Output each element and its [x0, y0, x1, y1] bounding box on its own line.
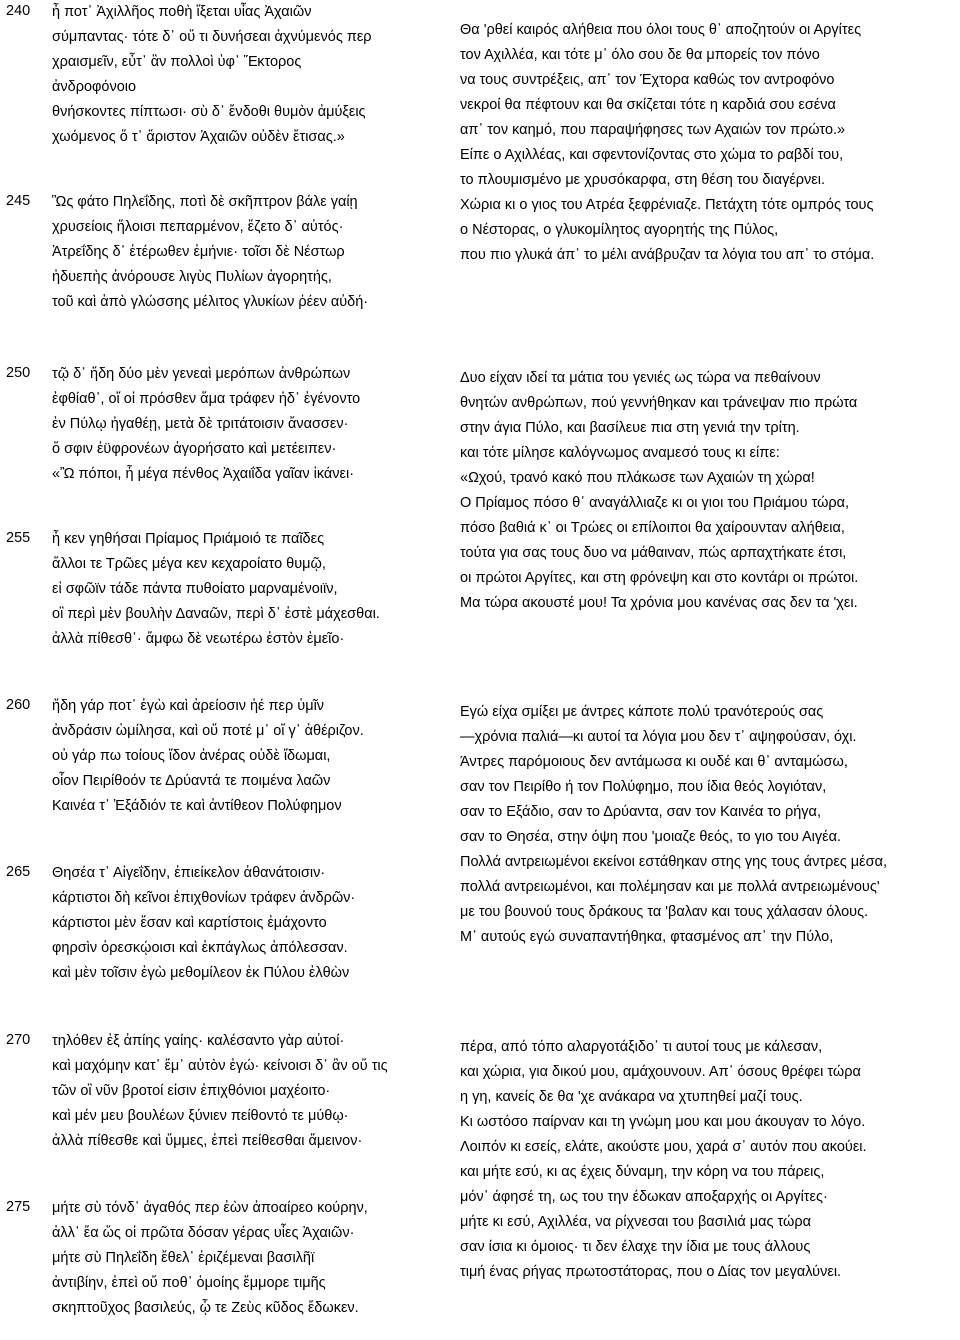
greek-line: ἦ κεν γηθήσαι Πρίαμος Πριάμοιό τε παῖδες: [52, 531, 325, 547]
ancient-greek-column: [52, 0, 452, 150]
modern-line: Μα τώρα ακουστέ μου! Τα χρόνια μου κανένας σας δεν τα 'χει.: [460, 595, 858, 611]
modern-line: σαν το Θησέα, στην όψη που 'μοιαζε θεός, το γιο του Αιγέα.: [460, 829, 842, 845]
greek-line: ἀνδράσιν ὡμίλησα, καὶ οὔ ποτέ μ᾽ οἵ γ᾽ ἀθέριζον.: [52, 723, 364, 739]
modern-line: νεκροί θα πέφτουν και θα σκίζεται τότε η καρδιά σου εσένα: [460, 97, 836, 113]
modern-line: με του βουνού τους δράκους τα 'βαλαν και τους χάλασαν όλους.: [460, 904, 869, 920]
greek-line: μήτε σὺ τόνδ᾽ ἀγαθός περ ἐὼν ἀποαίρεο κούρην,: [52, 1200, 368, 1216]
modern-line: τον Αχιλλέα, και τότε μ᾽ όλο σου δε θα μπορείς τον πόνο: [460, 47, 820, 63]
greek-line: φηρσὶν ὀρεσκῴοισι καὶ ἐκπάγλως ἀπόλεσσαν.: [52, 940, 348, 956]
greek-line: μήτε σὺ Πηλεΐδη ἔθελ᾽ ἐριζέμεναι βασιλῆϊ: [52, 1250, 315, 1266]
greek-line: ὅ σφιν ἐϋφρονέων ἀγορήσατο καὶ μετέειπεν·: [52, 441, 337, 457]
modern-line: Ο Πρίαμος πόσο θ᾽ αναγάλλιαζε κι οι γιοι του Πριάμου τώρα,: [460, 495, 850, 511]
greek-line: ἡδυεπὴς ἀνόρουσε λιγὺς Πυλίων ἀγορητής,: [52, 269, 332, 285]
modern-line: Δυο είχαν ιδεί τα μάτια του γενιές ως τώρα να πεθαίνουν: [460, 370, 821, 386]
line-number: 265: [6, 864, 31, 880]
greek-line: Ὣς φάτο Πηλεΐδης, ποτὶ δὲ σκῆπτρον βάλε γαίῃ: [52, 194, 358, 210]
modern-line: και μήτε εσύ, κι ας έχεις δύναμη, την κόρη να του πάρεις,: [460, 1164, 825, 1180]
modern-line: Κι ωστόσο παίρναν και τη γνώμη μου και μου άκουγαν το λόγο.: [460, 1114, 866, 1130]
modern-line: —χρόνια παλιά—κι αυτοί τα λόγια μου δεν τ᾽ αψηφούσαν, όχι.: [460, 729, 857, 745]
modern-line: πέρα, από τόπο αλαργοτάξιδο᾽ τι αυτοί τους με κάλεσαν,: [460, 1039, 823, 1055]
modern-greek-column: [460, 366, 950, 616]
greek-line: κάρτιστοι δὴ κεῖνοι ἐπιχθονίων τράφεν ἀνδρῶν·: [52, 890, 356, 906]
ancient-greek-column: [52, 694, 452, 819]
modern-line: μόν᾽ άφησέ τη, ως του την έδωκαν αποξαρχής οι Αργίτες·: [460, 1189, 828, 1205]
greek-line: Ἀτρεΐδης δ᾽ ἑτέρωθεν ἐμήνιε· τοῖσι δὲ Νέστωρ: [52, 244, 345, 260]
greek-line: οἳ περὶ μὲν βουλὴν Δαναῶν, περὶ δ᾽ ἐστὲ μάχεσθαι.: [52, 606, 380, 622]
greek-line: καὶ μαχόμην κατ᾽ ἔμ᾽ αὐτὸν ἐγώ· κείνοισι δ᾽ ἂν οὔ τις: [52, 1058, 388, 1074]
greek-line: σύμπαντας· τότε δ᾽ οὔ τι δυνήσεαι ἀχνύμενός περ: [52, 29, 372, 45]
line-number: 240: [6, 3, 31, 19]
modern-line: το πλουμισμένο με χρυσόκαρφα, στη θέση του διαγέρνει.: [460, 172, 826, 188]
modern-line: Χώρια κι ο γιος του Ατρέα ξεφρένιαζε. Πετάχτη τότε ομπρός τους: [460, 197, 874, 213]
modern-line: στην άγια Πύλο, και βασίλευε πια στη γενιά την τρίτη.: [460, 420, 800, 436]
greek-line: χραισμεῖν, εὖτ᾽ ἂν πολλοὶ ὑφ᾽ Ἕκτορος: [52, 54, 302, 70]
ancient-greek-column: [52, 1029, 452, 1154]
ancient-greek-column: [52, 861, 452, 986]
modern-line: Άντρες παρόμοιους δεν αντάμωσα κι ουδέ και θ᾽ ανταμώσω,: [460, 754, 848, 770]
line-number: 255: [6, 530, 31, 546]
modern-line: Θα 'ρθεί καιρός αλήθεια που όλοι τους θ᾽ αποζητούν οι Αργίτες: [460, 22, 862, 38]
greek-line: τηλόθεν ἐξ ἀπίης γαίης· καλέσαντο γὰρ αὐτοί·: [52, 1033, 345, 1049]
modern-line: που πιο γλυκά άπ᾽ το μέλι ανάβρυζαν τα λόγια του απ᾽ το στόμα.: [460, 247, 875, 263]
greek-line: εἰ σφῶϊν τάδε πάντα πυθοίατο μαρναμένοιϊν,: [52, 581, 338, 597]
greek-line: οἷον Πειρίθοόν τε Δρύαντά τε ποιμένα λαῶν: [52, 773, 331, 789]
modern-line: τούτα για σας τους δυο να μάθαιναν, πώς αρπαχτήκατε έτσι,: [460, 545, 847, 561]
greek-line: καὶ μὲν τοῖσιν ἐγὼ μεθομίλεον ἐκ Πύλου ἐλθὼν: [52, 965, 350, 981]
line-number: 270: [6, 1032, 31, 1048]
greek-line: «Ὢ πόποι, ἦ μέγα πένθος Ἀχαιΐδα γαῖαν ἱκάνει·: [52, 466, 355, 482]
modern-line: και χώρια, για δικού μου, αμάχουνουν. Απ᾽ όσους θρέφει τώρα: [460, 1064, 861, 1080]
greek-line: Θησέα τ᾽ Αἰγεΐδην, ἐπιείκελον ἀθανάτοισιν·: [52, 865, 326, 881]
greek-line: τῷ δ᾽ ἤδη δύο μὲν γενεαὶ μερόπων ἀνθρώπων: [52, 366, 351, 382]
greek-line: ἄλλοι τε Τρῶες μέγα κεν κεχαροίατο θυμῷ,: [52, 556, 326, 572]
ancient-greek-column: [52, 190, 452, 315]
modern-line: η γη, κανείς δε θα 'χε ανάκαρα να χτυπηθεί μαζί τους.: [460, 1089, 803, 1105]
greek-line: ἀλλὰ πίθεσθ᾽· ἄμφω δὲ νεωτέρω ἐστὸν ἐμεῖο·: [52, 631, 345, 647]
modern-line: οι πρώτοι Αργίτες, και στη φρόνεψη και στο κοντάρι οι πρώτοι.: [460, 570, 859, 586]
greek-line: χρυσείοις ἥλοισι πεπαρμένον, ἕζετο δ᾽ αὐτός·: [52, 219, 344, 235]
modern-line: Πολλά αντρειωμένοι εκείνοι εστάθηκαν στης γης τους άντρες μέσα,: [460, 854, 887, 870]
modern-line: Είπε ο Αχιλλέας, και σφεντονίζοντας στο χώμα το ραβδί του,: [460, 147, 844, 163]
modern-line: μήτε κι εσύ, Αχιλλέα, να ρίχνεσαι του βασιλιά μας τώρα: [460, 1214, 811, 1230]
greek-line: Καινέα τ᾽ Ἐξάδιόν τε καὶ ἀντίθεον Πολύφημον: [52, 798, 342, 814]
line-number: 275: [6, 1199, 31, 1215]
greek-line: ἀλλὰ πίθεσθε καὶ ὔμμες, ἐπεὶ πείθεσθαι ἄμεινον·: [52, 1133, 363, 1149]
greek-line: ἀνδροφόνοιο: [52, 79, 137, 95]
modern-line: θνητών ανθρώπων, πού γεννήθηκαν και τράνεψαν πιο πρώτα: [460, 395, 858, 411]
ancient-greek-column: [52, 362, 452, 487]
modern-line: σαν ίσια κι όμοιος· τι δεν έλαχε την ίδια με τους άλλους: [460, 1239, 811, 1255]
greek-line: ἦ ποτ᾽ Ἀχιλλῆος ποθὴ ἵξεται υἷας Ἀχαιῶν: [52, 4, 312, 20]
greek-line: ἀντιβίην, ἐπεὶ οὔ ποθ᾽ ὁμοίης ἔμμορε τιμῆς: [52, 1275, 326, 1291]
modern-greek-column: [460, 1035, 950, 1285]
greek-line: θνήσκοντες πίπτωσι· σὺ δ᾽ ἔνδοθι θυμὸν ἀμύξεις: [52, 104, 366, 120]
greek-line: κάρτιστοι μὲν ἔσαν καὶ καρτίστοις ἐμάχοντο: [52, 915, 327, 931]
greek-line: ἤδη γάρ ποτ᾽ ἐγὼ καὶ ἀρείοσιν ἠέ περ ὑμῖν: [52, 698, 325, 714]
line-number: 250: [6, 365, 31, 381]
modern-line: Λοιπόν κι εσείς, ελάτε, ακούστε μου, χαρά σ᾽ αυτόν που ακούει.: [460, 1139, 867, 1155]
ancient-greek-column: [52, 527, 452, 652]
line-number: 245: [6, 193, 31, 209]
modern-line: ο Νέστορας, ο γλυκομίλητος αγορητής της Πύλος,: [460, 222, 779, 238]
greek-line: καὶ μέν μευ βουλέων ξύνιεν πείθοντό τε μύθῳ·: [52, 1108, 349, 1124]
modern-line: απ᾽ τον καημό, που παραψήφησες των Αχαιών τον πρώτο.»: [460, 122, 846, 138]
modern-line: «Ωχού, τρανό κακό που πλάκωσε των Αχαιών τη χώρα!: [460, 470, 815, 486]
greek-line: σκηπτοῦχος βασιλεύς, ᾧ τε Ζεὺς κῦδος ἔδωκεν.: [52, 1300, 359, 1316]
modern-greek-column: [460, 700, 950, 950]
greek-line: ἐφθίαθ᾽, οἵ οἱ πρόσθεν ἅμα τράφεν ἠδ᾽ ἐγένοντο: [52, 391, 361, 407]
line-number: 260: [6, 697, 31, 713]
greek-line: ἀλλ᾽ ἔα ὥς οἱ πρῶτα δόσαν γέρας υἷες Ἀχαιῶν·: [52, 1225, 355, 1241]
modern-line: και τότε μίλησε καλόγνωμος αναμεσό τους κι είπε:: [460, 445, 780, 461]
modern-line: σαν τον Πειρίθο ή τον Πολύφημο, που ίδια θεός λογιόταν,: [460, 779, 827, 795]
modern-greek-column: [460, 18, 950, 268]
greek-line: τοῦ καὶ ἀπὸ γλώσσης μέλιτος γλυκίων ῥέεν αὐδή·: [52, 294, 369, 310]
modern-line: πόσο βαθιά κ᾽ οι Τρώες οι επίλοιποι θα χαίρουνταν αλήθεια,: [460, 520, 845, 536]
modern-line: να τους συντρέξεις, απ᾽ τον Έχτορα καθώς τον αντροφόνο: [460, 72, 835, 88]
greek-line: οὐ γάρ πω τοίους ἴδον ἀνέρας οὐδὲ ἴδωμαι,: [52, 748, 331, 764]
modern-line: τιμή ένας ρήγας πρωτοστάτορας, που ο Δίας τον μεγαλύνει.: [460, 1264, 842, 1280]
modern-line: σαν το Εξάδιο, σαν το Δρύαντα, σαν τον Καινέα το ρήγα,: [460, 804, 821, 820]
modern-line: Εγώ είχα σμίξει με άντρες κάποτε πολύ τρανότερούς σας: [460, 704, 824, 720]
greek-line: τῶν οἳ νῦν βροτοί εἰσιν ἐπιχθόνιοι μαχέοιτο·: [52, 1083, 331, 1099]
modern-line: πολλά αντρειωμένοι, και πολέμησαν και με πολλά αντρειωμένους': [460, 879, 880, 895]
greek-line: ἐν Πύλῳ ἠγαθέῃ, μετὰ δὲ τριτάτοισιν ἄνασσεν·: [52, 416, 349, 432]
greek-line: χωόμενος ὅ τ᾽ ἄριστον Ἀχαιῶν οὐδὲν ἔτισας.»: [52, 129, 345, 145]
ancient-greek-column: [52, 1196, 452, 1321]
modern-line: Μ᾽ αυτούς εγώ συναπαντήθηκα, φτασμένος απ᾽ την Πύλο,: [460, 929, 834, 945]
